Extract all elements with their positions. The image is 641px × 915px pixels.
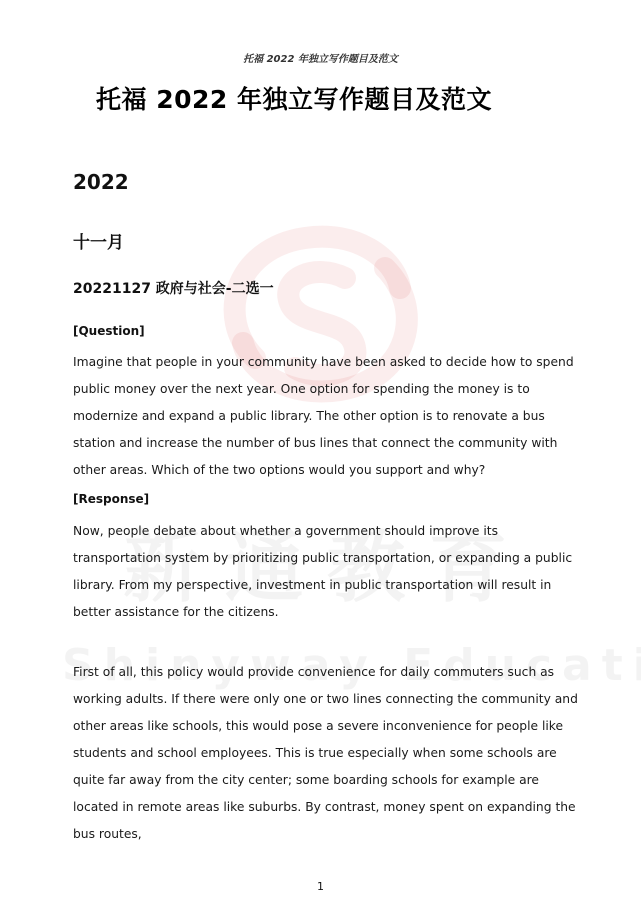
response-label: [Response] bbox=[73, 492, 150, 506]
document-title: 托福 2022 年独立写作题目及范文 bbox=[96, 85, 492, 114]
response-paragraph-1: Now, people debate about whether a government should improve its transportation system by prioritizing public transportation, or expanding a public library. From my perspective, investment in public transportation will result in better assistance for the citizens. bbox=[73, 524, 573, 619]
response-paragraph-2: First of all, this policy would provide convenience for daily commuters such as working adults. If there were only one or two lines connecting the community and other areas like schools, this would pose a severe inconvenience for people like students and school employees. This is true especially when some schools are quite far away from the city center; some boarding schools for example are located in remote areas like suburbs. By contrast, money spent on expanding the bus routes, bbox=[73, 665, 578, 841]
topic-heading: 20221127 政府与社会-二选一 bbox=[73, 281, 274, 297]
running-header: 托福 2022 年独立写作题目及范文 bbox=[243, 54, 398, 65]
section-month-heading: 十一月 bbox=[73, 233, 124, 253]
page-number: 1 bbox=[317, 880, 324, 893]
section-year-heading: 2022 bbox=[73, 170, 129, 194]
question-label: [Question] bbox=[73, 324, 145, 338]
question-text: Imagine that people in your community have been asked to decide how to spend public money over the next year. One option for spending the money is to modernize and expand a public library. The other option is to renovate a bus station and increase the number of bus lines that connect the community with other areas. Which of the two options would you support and why? bbox=[73, 355, 574, 477]
